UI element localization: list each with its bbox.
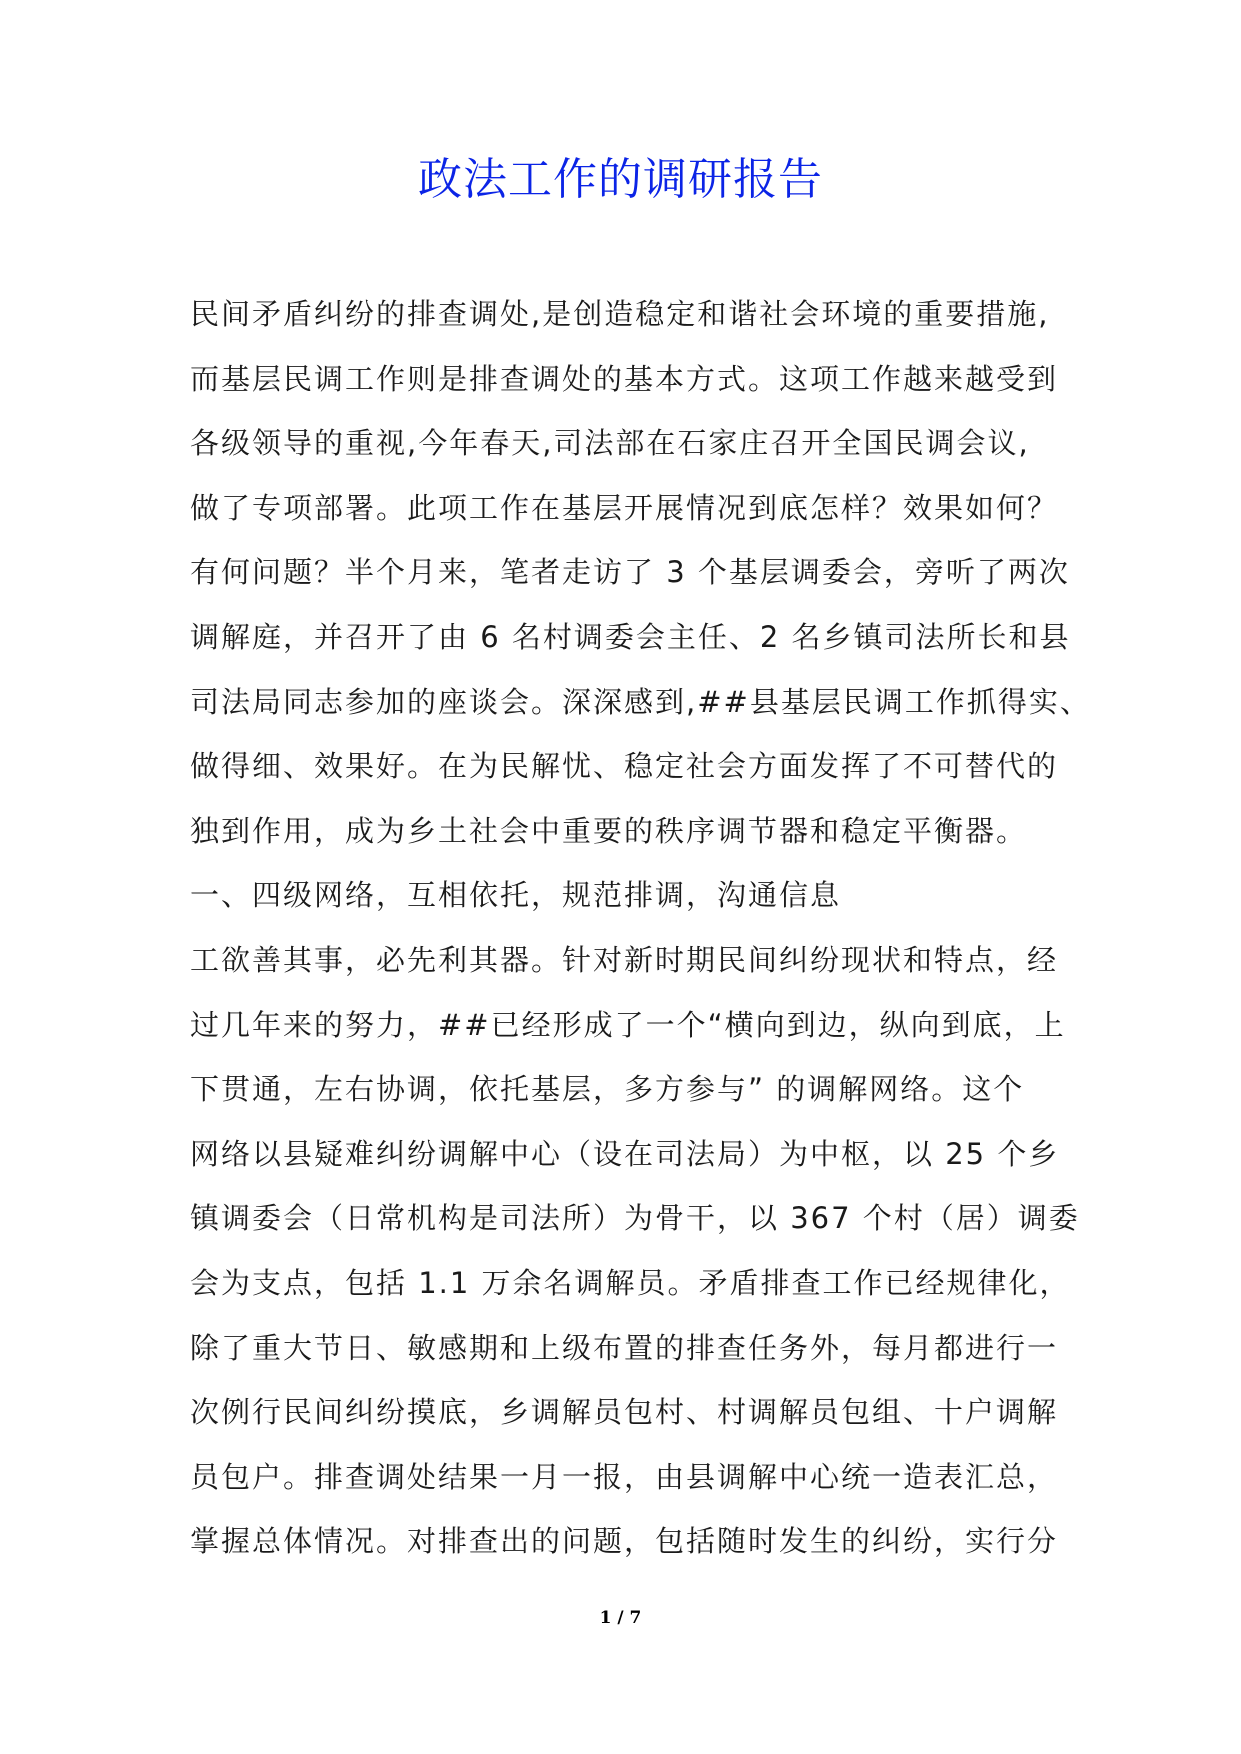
body-line: 网络以县疑难纠纷调解中心（设在司法局）为中枢，以 25 个乡 [190,1136,1060,1171]
body-line: 过几年来的努力，##已经形成了一个“横向到边，纵向到底，上 [190,1007,1066,1042]
body-line: 司法局同志参加的座谈会。深深感到,##县基层民调工作抓得实、 [190,684,1091,719]
body-line: 镇调委会（日常机构是司法所）为骨干，以 367 个村（居）调委 [190,1201,1080,1236]
body-line: 次例行民间纠纷摸底，乡调解员包村、村调解员包组、十户调解 [190,1395,1059,1430]
body-line: 而基层民调工作则是排查调处的基本方式。这项工作越来越受到 [190,361,1059,396]
body-line: 员包户。排查调处结果一月一报，由县调解中心统一造表汇总， [190,1459,1059,1494]
body-line: 民间矛盾纠纷的排查调处,是创造稳定和谐社会环境的重要措施, [190,297,1050,331]
document-body [190,282,1091,1574]
body-line: 有何问题？半个月来，笔者走访了 3 个基层调委会，旁听了两次 [190,555,1070,590]
document-title: 政法工作的调研报告 [418,154,823,205]
body-line: 各级领导的重视,今年春天,司法部在石家庄召开全国民调会议, [190,426,1030,461]
body-line: 独到作用，成为乡土社会中重要的秩序调节器和稳定平衡器。 [190,813,1028,848]
body-line: 除了重大节日、敏感期和上级布置的排查任务外，每月都进行一 [190,1330,1059,1365]
section-heading: 一、四级网络，互相依托，规范排调，沟通信息 [190,878,842,913]
body-line: 做得细、效果好。在为民解忧、稳定社会方面发挥了不可替代的 [190,749,1059,784]
body-line: 调解庭，并召开了由 6 名村调委会主任、2 名乡镇司法所长和县 [190,619,1071,654]
page-number: 1 / 7 [599,1608,642,1628]
body-line: 掌握总体情况。对排查出的问题，包括随时发生的纠纷，实行分 [190,1524,1059,1559]
body-line: 做了专项部署。此项工作在基层开展情况到底怎样？效果如何？ [190,490,1059,525]
body-line: 会为支点，包括 1.1 万余名调解员。矛盾排查工作已经规律化， [190,1265,1071,1300]
body-line: 工欲善其事，必先利其器。针对新时期民间纠纷现状和特点，经 [190,942,1059,977]
body-line: 下贯通，左右协调，依托基层，多方参与” 的调解网络。这个 [190,1072,1025,1107]
